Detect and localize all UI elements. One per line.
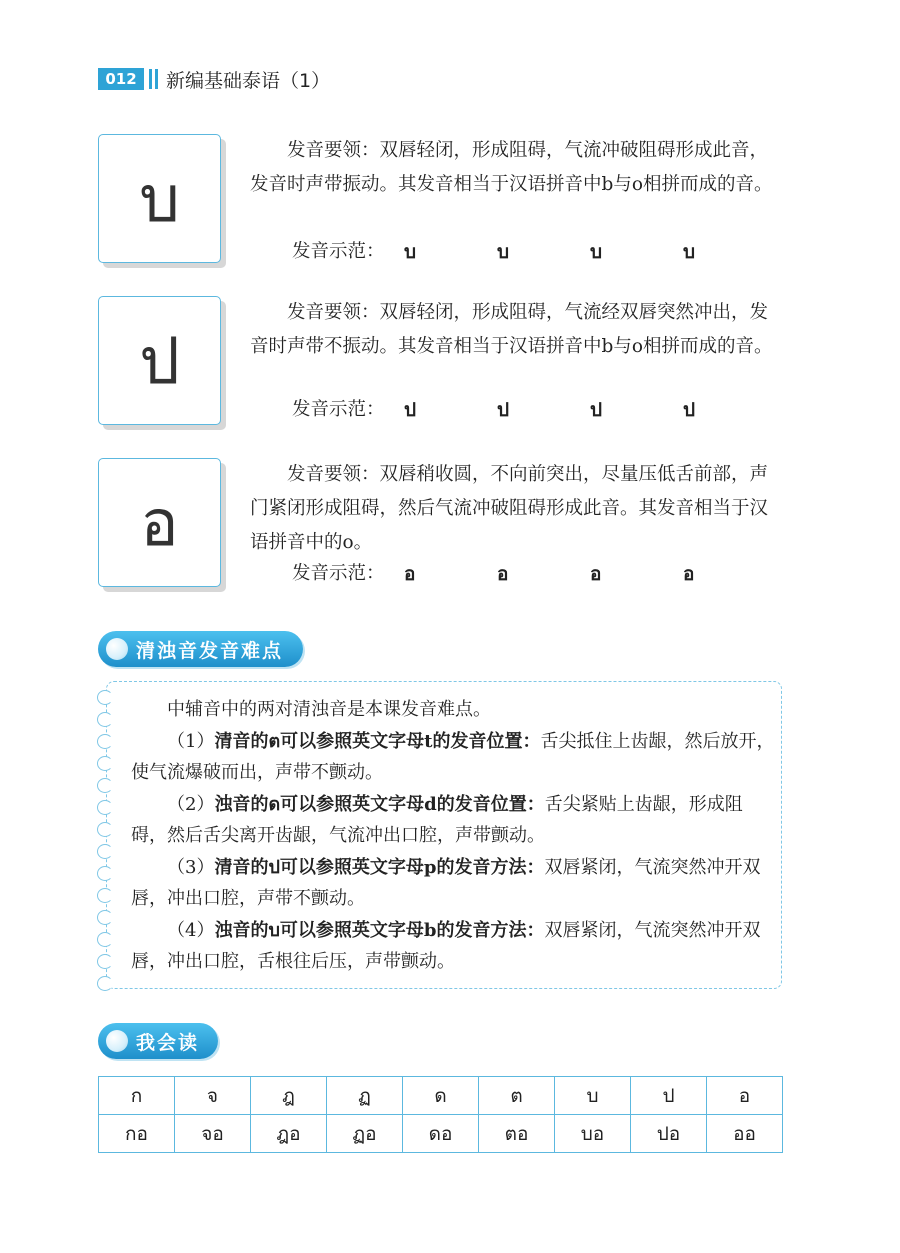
notes-content [131,694,777,978]
table-row [99,1077,783,1115]
table-cell: ดอ [403,1115,479,1153]
reading-table [98,1076,783,1153]
letter-card [98,296,221,425]
demo-letter: บ [404,241,417,263]
bubble-icon [106,1030,128,1052]
table-cell: ออ [707,1115,783,1153]
table-row [99,1115,783,1153]
letter-block-o [98,458,788,598]
demo-label: 发音示范： [292,399,385,420]
desc-label: 发音要领： [287,302,380,323]
letter-block-bo [98,134,788,274]
demo-label: 发音示范： [292,563,385,584]
pronunciation-demo [292,237,776,267]
table-cell: ฏอ [327,1115,403,1153]
table-cell: ฎ [251,1077,327,1115]
table-cell: ก [99,1077,175,1115]
demo-letter: ป [404,399,417,421]
section-title: 清浊音发音难点 [136,639,284,662]
pronunciation-description [250,458,780,560]
table-cell: ตอ [479,1115,555,1153]
pronunciation-demo [292,395,776,425]
desc-text: 双唇轻闭，形成阻碍，气流经双唇突然冲出，发音时声带不振动。其发音相当于汉语拼音中b与o相拼而成的音。 [250,302,773,357]
letter-glyph: บ [139,162,180,237]
section-title: 我会读 [136,1031,200,1054]
section-banner-reading [98,1023,218,1059]
table-cell: อ [707,1077,783,1115]
note-item: （1）清音的ต可以参照英文字母t的发音位置：舌尖抵住上齿龈，然后放开，使气流爆破而出，声带不颤动。 [131,730,775,783]
table-cell: ด [403,1077,479,1115]
demo-letter: อ [683,563,695,585]
table-cell: จอ [175,1115,251,1153]
letter-block-po [98,296,788,436]
table-cell: จ [175,1077,251,1115]
header-bars [149,69,158,89]
table-cell: บอ [555,1115,631,1153]
page-number: 012 [98,68,144,90]
page-header [98,66,330,92]
bubble-icon [106,638,128,660]
table-cell: ฎอ [251,1115,327,1153]
table-cell: กอ [99,1115,175,1153]
desc-label: 发音要领： [287,140,380,161]
table-cell: ป [631,1077,707,1115]
demo-label: 发音示范： [292,241,385,262]
note-item: （4）浊音的บ可以参照英文字母b的发音方法：双唇紧闭，气流突然冲开双唇，冲出口腔，舌根往后压，声带颤动。 [131,919,761,972]
demo-letter: อ [497,563,509,585]
demo-letter: ป [590,399,603,421]
note-item: （3）清音的ป可以参照英文字母p的发音方法：双唇紧闭，气流突然冲开双唇，冲出口腔，声带不颤动。 [131,856,761,909]
letter-glyph: ป [139,324,180,399]
demo-letter: บ [683,241,696,263]
desc-label: 发音要领： [287,464,380,485]
demo-letter: บ [590,241,603,263]
spiral-binding-icon [97,690,117,998]
note-item: （2）浊音的ด可以参照英文字母d的发音位置：舌尖紧贴上齿龈，形成阻碍，然后舌尖离开齿龈，气流冲出口腔，声带颤动。 [131,793,743,846]
table-cell: ฏ [327,1077,403,1115]
desc-text: 双唇稍收圆，不向前突出，尽量压低舌前部，声门紧闭形成阻碍，然后气流冲破阻碍形成此音。其发音相当于汉语拼音中的o。 [250,464,769,553]
demo-letter: ป [497,399,510,421]
demo-letter: ป [683,399,696,421]
letter-glyph: อ [140,486,179,561]
pronunciation-demo [292,559,776,589]
desc-text: 双唇轻闭，形成阻碍，气流冲破阻碍形成此音，发音时声带振动。其发音相当于汉语拼音中b与o相拼而成的音。 [250,140,773,195]
table-cell: ต [479,1077,555,1115]
letter-card [98,134,221,263]
demo-letter: บ [497,241,510,263]
letter-card [98,458,221,587]
pronunciation-description [250,296,780,364]
demo-letter: อ [404,563,416,585]
table-cell: บ [555,1077,631,1115]
notes-intro: 中辅音中的两对清浊音是本课发音难点。 [167,699,491,720]
book-title: 新编基础泰语（1） [166,69,331,92]
pronunciation-description [250,134,780,202]
notes-box [106,681,782,989]
demo-letter: อ [590,563,602,585]
section-banner-voicing [98,631,303,667]
table-cell: ปอ [631,1115,707,1153]
